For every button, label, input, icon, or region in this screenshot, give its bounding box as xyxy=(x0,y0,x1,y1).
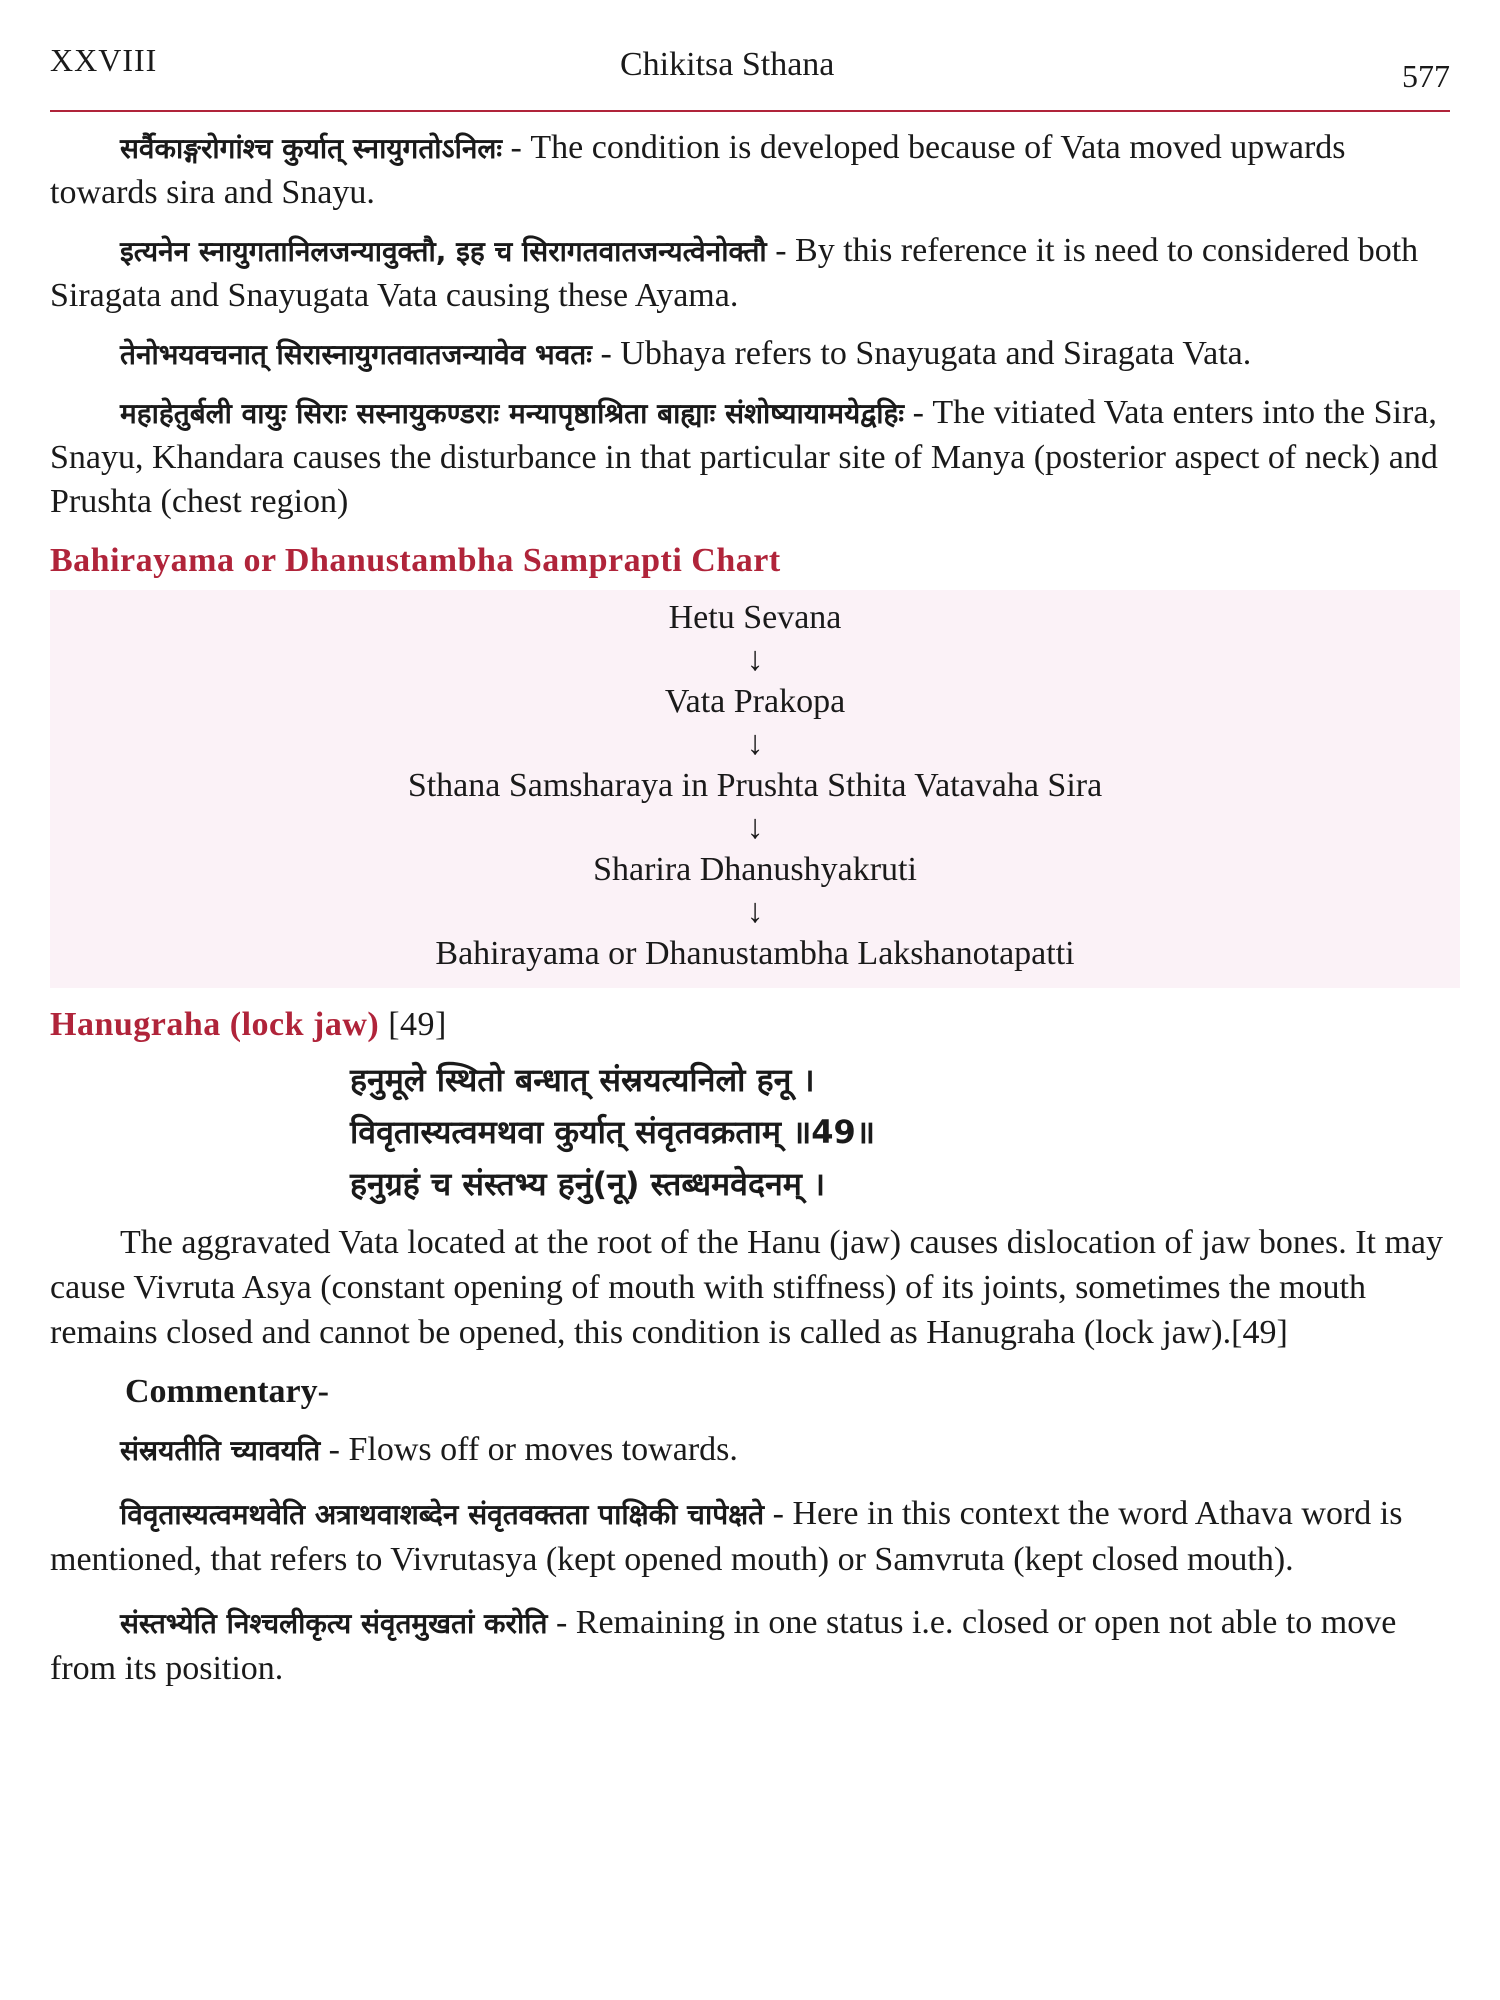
chart-title: Bahirayama or Dhanustambha Samprapti Chart xyxy=(50,542,781,579)
sanskrit-text: तेनोभयवचनात् सिरास्नायुगतवातजन्यावेव भवतः xyxy=(120,338,592,371)
sanskrit-text: संस्रयतीति च्यावयति xyxy=(120,1434,321,1467)
paragraph xyxy=(50,332,1450,377)
chart-step: Bahirayama or Dhanustambha Lakshanotapatti xyxy=(435,935,1075,972)
english-text: - Here in this context the word Athava word is mentioned, that refers to Vivrutasya (kept opened mouth) or Samvruta (kept closed mouth). xyxy=(50,1495,1403,1578)
chart-step: Hetu Sevana xyxy=(668,599,842,636)
section-heading-text: Hanugraha (lock jaw) xyxy=(50,1006,380,1043)
chart-step: Vata Prakopa xyxy=(664,683,846,720)
paragraph xyxy=(50,391,1450,524)
english-text: - The vitiated Vata enters into the Sira, Snayu, Khandara causes the disturbance in that particular site of Manya (posterior aspect of neck) and Prushta (chest region) xyxy=(50,394,1438,520)
sanskrit-verse xyxy=(350,1054,1450,1210)
commentary-item xyxy=(50,1491,1450,1582)
sanskrit-text: इत्यनेन स्नायुगतानिलजन्यावुक्तौ, इह च सिरागतवातजन्यत्वेनोक्तौ xyxy=(120,235,767,268)
english-text: - Ubhaya refers to Snayugata and Siragata Vata. xyxy=(591,335,1252,372)
english-text: - Remaining in one status i.e. closed or open not able to move from its position. xyxy=(50,1604,1397,1687)
down-arrow-icon: ↓ xyxy=(746,893,764,930)
paragraph xyxy=(50,229,1450,318)
sanskrit-text: विवृतास्यत्वमथवेति अत्राथवाशब्देन संवृतवक्तता पाक्षिकी चापेक्षते xyxy=(120,1498,765,1531)
paragraph xyxy=(50,126,1450,215)
commentary-heading: Commentary- xyxy=(125,1373,329,1410)
down-arrow-icon: ↓ xyxy=(746,641,764,678)
verse-line: विवृतास्यत्वमथवा कुर्यात् संवृतवक्रताम् ॥49॥ xyxy=(350,1113,875,1151)
chapter-number: XXVIII xyxy=(50,42,158,78)
header-rule xyxy=(50,110,1450,112)
sanskrit-text: महाहेतुर्बली वायुः सिराः सस्नायुकण्डराः मन्यापृष्ठाश्रिता बाह्याः संशोष्यायामयेद्वहिः xyxy=(120,397,905,430)
chart-step: Sthana Samsharaya in Prushta Sthita Vatavaha Sira xyxy=(407,767,1103,804)
down-arrow-icon: ↓ xyxy=(746,725,764,762)
sanskrit-text: संस्तभ्येति निश्चलीकृत्य संवृतमुखतां करोति xyxy=(120,1607,548,1640)
sanskrit-text: सर्वैकाङ्गरोगांश्च कुर्यात् स्नायुगतोऽनिलः xyxy=(120,132,503,165)
commentary-item xyxy=(50,1600,1450,1691)
running-title: Chikitsa Sthana xyxy=(620,46,835,83)
chart-step: Sharira Dhanushyakruti xyxy=(593,851,917,888)
english-text: - By this reference it is need to considered both Siragata and Snayugata Vata causing these Ayama. xyxy=(50,232,1419,314)
verse-line: हनुग्रहं च संस्तभ्य हनुं(नू) स्तब्धमवेदनम् । xyxy=(350,1165,826,1203)
page xyxy=(50,38,1450,1709)
page-number: 577 xyxy=(1402,58,1450,94)
section-heading xyxy=(50,1006,1450,1044)
page-header xyxy=(50,38,1450,108)
commentary-item xyxy=(50,1427,1450,1473)
verse-translation: The aggravated Vata located at the root of the Hanu (jaw) causes dislocation of jaw bones. It may cause Vivruta Asya (constant opening of mouth with stiffness) of its joints, sometimes the mouth remains closed and cannot be opened, this condition is called as Hanugraha (lock jaw).[49] xyxy=(50,1224,1444,1351)
english-text: - The condition is developed because of Vata moved upwards towards sira and Snayu. xyxy=(50,129,1346,211)
verse-line: हनुमूले स्थितो बन्धात् संस्रयत्यनिलो हनू । xyxy=(350,1061,815,1099)
english-text: - Flows off or moves towards. xyxy=(320,1431,738,1468)
down-arrow-icon: ↓ xyxy=(746,809,764,846)
samprapti-flowchart xyxy=(50,590,1460,988)
verse-reference: [49] xyxy=(388,1006,447,1043)
